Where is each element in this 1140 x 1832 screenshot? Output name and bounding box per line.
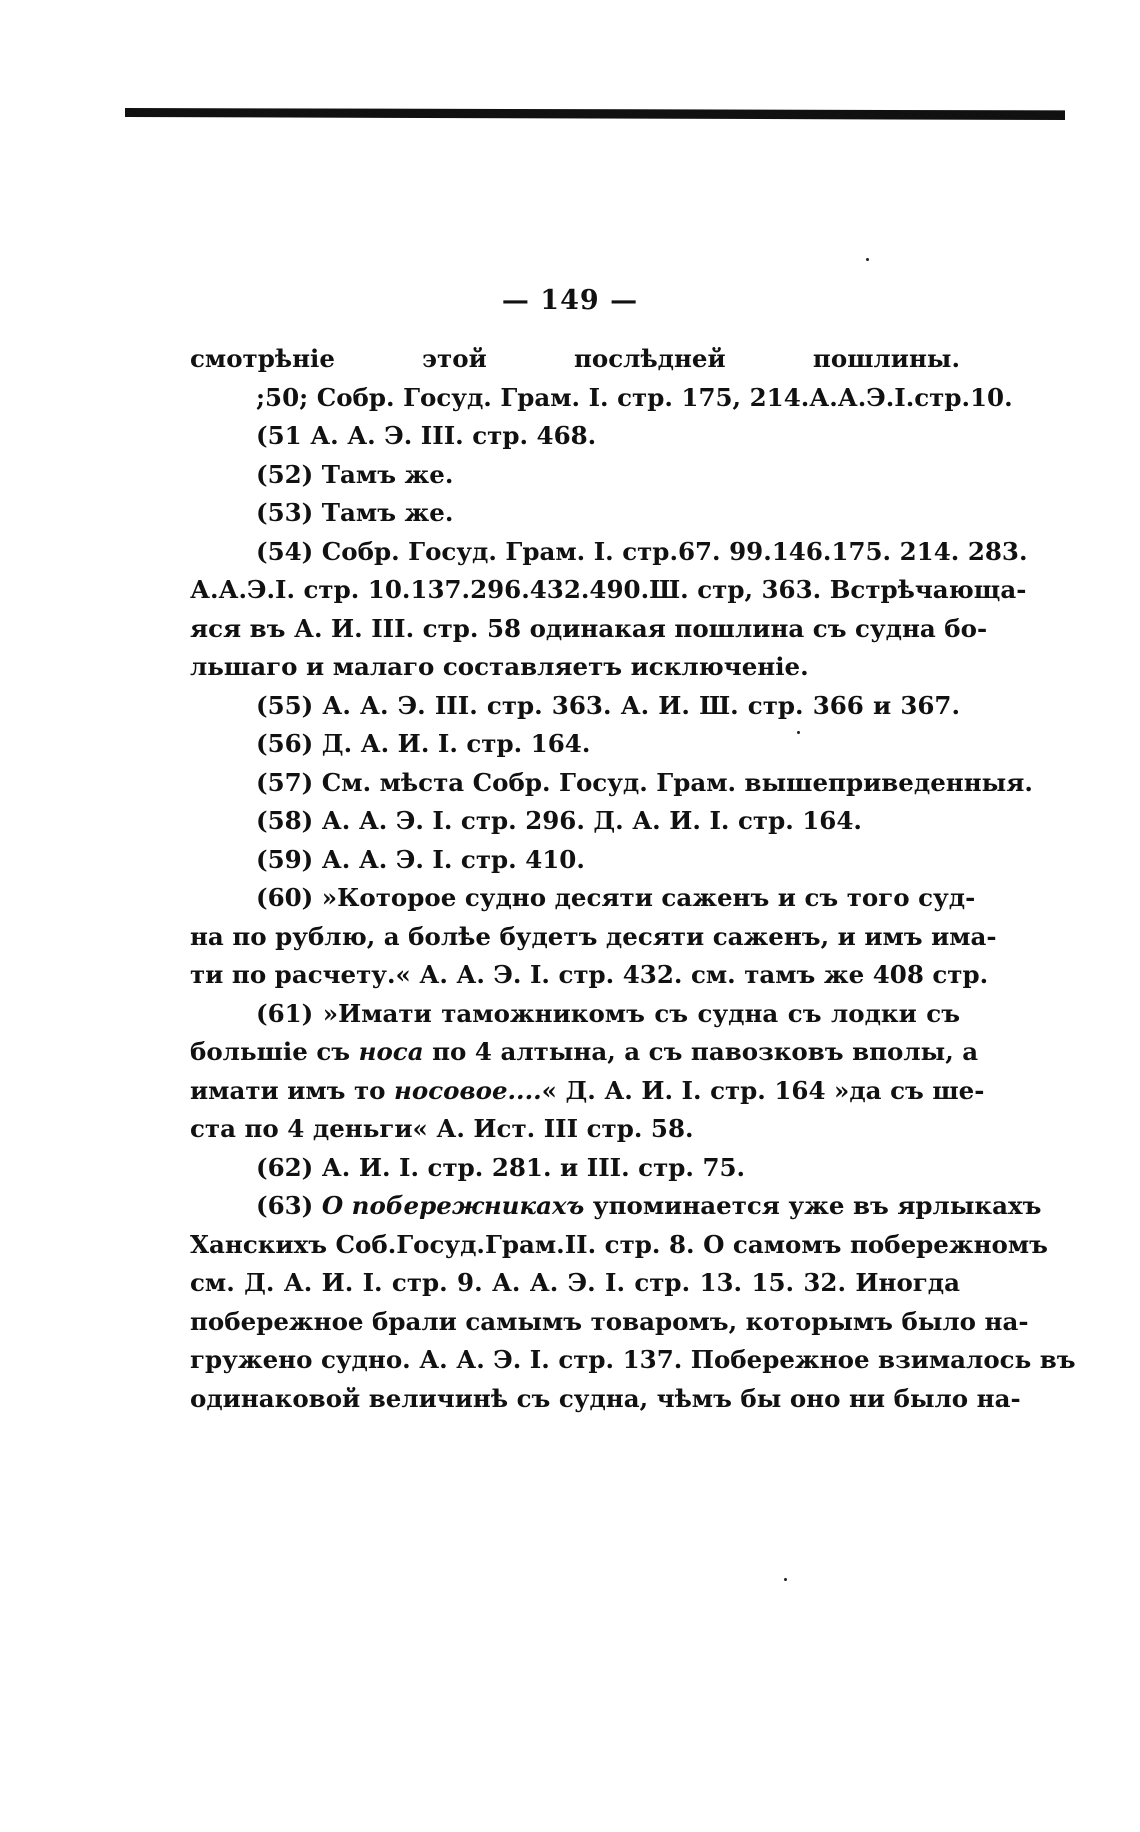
scan-speck [866, 258, 869, 261]
text-line: гружено судно. А. А. Э. I. стр. 137. Побережное взималось въ [190, 1345, 1076, 1374]
italic-term: О побережникахъ [321, 1191, 585, 1220]
footnote-52: (52) Тамъ же. [256, 459, 454, 489]
footnote-60: (60) »Которое судно десяти саженъ и съ того суд- [256, 883, 976, 912]
text-line: см. Д. А. И. I. стр. 9. А. А. Э. I. стр. 13. 15. 32. Иногда [190, 1268, 960, 1297]
scan-speck [784, 1578, 787, 1581]
footnote-53: (53) Тамъ же. [256, 498, 454, 527]
text-run: по 4 алтына, а съ павозковъ вполы, а [423, 1037, 979, 1066]
text-line: яся въ А. И. III. стр. 58 одинакая пошлина съ судна бо- [190, 613, 988, 643]
text-line: на по рублю, а болѣе будетъ десяти саженъ, и имъ има- [190, 921, 997, 951]
footnote-61: (61) »Имати таможникомъ съ судна съ лодки съ [256, 998, 960, 1028]
text-run: (63) [256, 1191, 322, 1220]
page-number: — 149 — [501, 285, 639, 316]
text-line [190, 1033, 979, 1072]
text-line [190, 1072, 985, 1111]
italic-term: носовое.... [394, 1075, 542, 1105]
footnotes-body [190, 340, 1076, 1418]
footnote-55: (55) А. А. Э. III. стр. 363. А. И. Ш. стр. 366 и 367. [256, 690, 960, 720]
text-line: А.А.Э.I. стр. 10.137.296.432.490.Ш. стр, 363. Встрѣчающа- [190, 575, 1027, 604]
footnote-63 [190, 1187, 1042, 1226]
text-line: ста по 4 деньги« А. Ист. III стр. 58. [190, 1114, 694, 1143]
footnote-58: (58) А. А. Э. I. стр. 296. Д. А. И. I. стр. 164. [256, 806, 862, 835]
footnote-51: (51 А. А. Э. III. стр. 468. [256, 421, 597, 450]
footnote-62: (62) А. И. I. стр. 281. и III. стр. 75. [256, 1152, 746, 1182]
header-rule [125, 108, 1065, 120]
footnote-54: (54) Собр. Госуд. Грам. I. стр.67. 99.146.175. 214. 283. [256, 536, 1028, 566]
footnote-56: (56) Д. А. И. I. стр. 164. [256, 729, 591, 758]
text-line: одинаковой величинѣ съ судна, чѣмъ бы оно ни было на- [190, 1383, 1021, 1413]
text-run: большіе съ [190, 1037, 359, 1066]
text-run: упоминается уже въ ярлыкахъ [584, 1191, 1042, 1220]
text-run: « Д. А. И. I. стр. 164 »да съ ше- [541, 1075, 985, 1105]
text-line: Ханскихъ Соб.Госуд.Грам.II. стр. 8. О самомъ побережномъ [190, 1229, 1048, 1259]
text-line: побережное брали самымъ товаромъ, которымъ было на- [190, 1306, 1029, 1336]
text-line: ти по расчету.« А. А. Э. I. стр. 432. см. тамъ же 408 стр. [190, 960, 989, 989]
footnote-59: (59) А. А. Э. I. стр. 410. [256, 844, 585, 874]
text-line: смотрѣніе этой послѣдней пошлины. [190, 344, 960, 373]
footnote-50: ;50; Собр. Госуд. Грам. I. стр. 175, 214.А.А.Э.I.стр.10. [256, 382, 1013, 412]
footnote-57: (57) См. мѣста Собр. Госуд. Грам. вышеприведенныя. [256, 767, 1033, 797]
text-run: имати имъ то [190, 1075, 395, 1105]
text-line: льшаго и малаго составляетъ исключеніе. [190, 652, 809, 681]
italic-term: носа [358, 1037, 424, 1066]
